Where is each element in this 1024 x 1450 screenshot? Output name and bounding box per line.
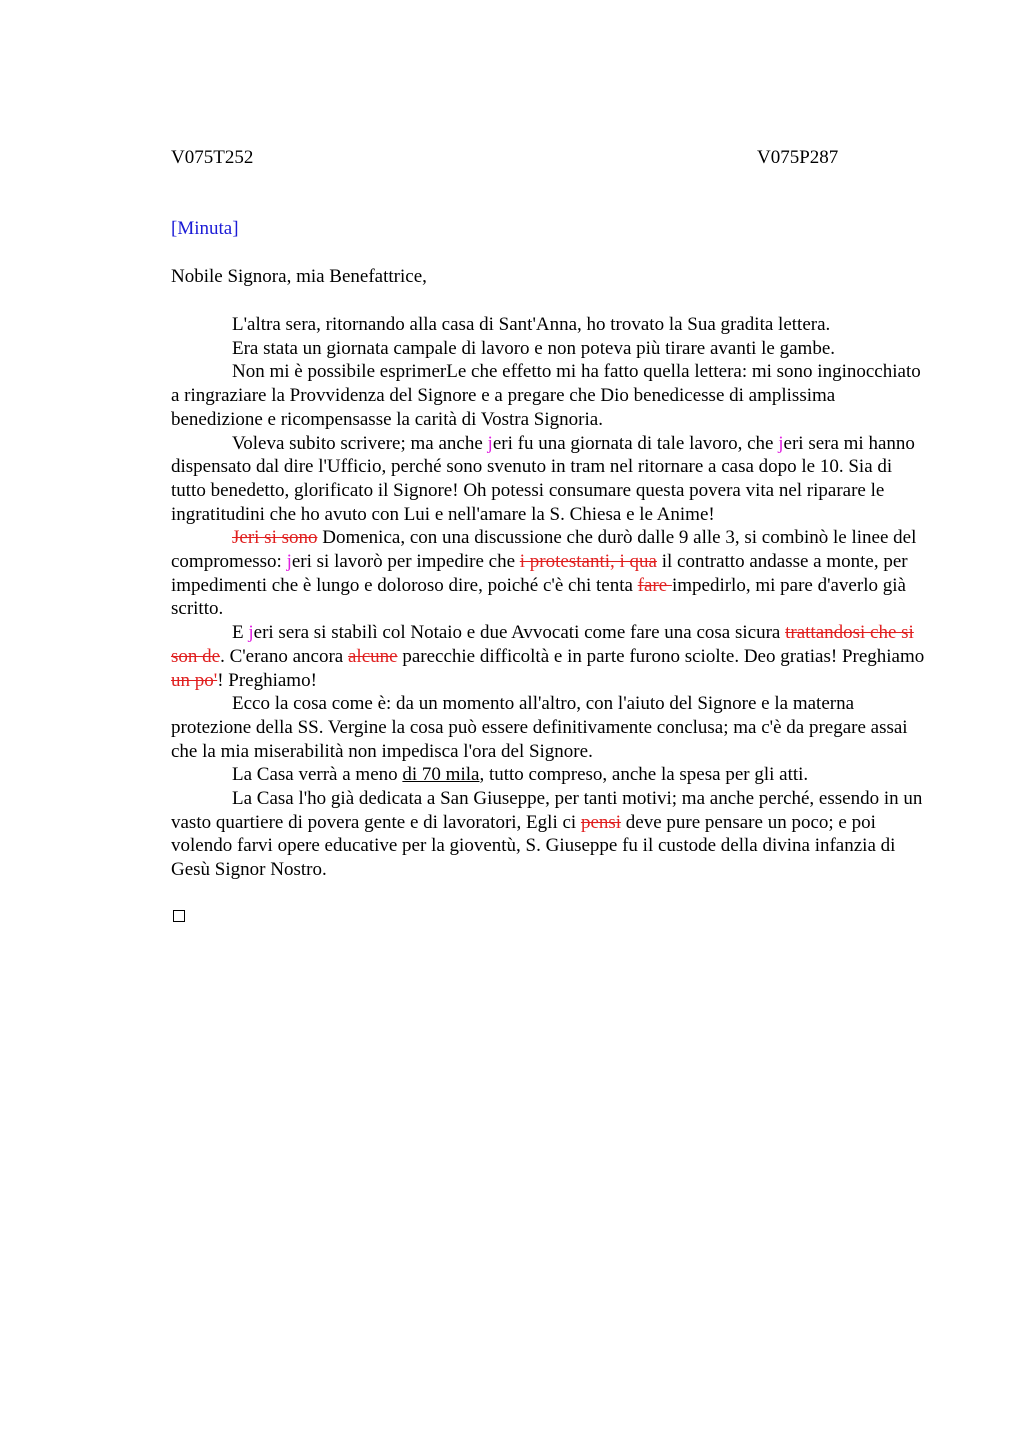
paragraph-4 [171,432,931,527]
text-run: eri si lavorò per impedire che [291,551,520,573]
text-run: La Casa verrà a meno [232,764,403,786]
insertion: j [286,551,292,573]
document-header [171,146,931,170]
text-run: E [232,622,249,644]
insertion: j [778,432,784,454]
text-run: Domenica, con una discussione che durò dalle 9 alle 3, si combinò le linee del compromesso: [171,527,917,573]
underlined-amount: di 70 mila [402,764,480,786]
insertion: j [248,622,254,644]
deletion: un po' [171,669,218,691]
paragraph-3 [171,360,931,431]
paragraph-2 [171,337,931,361]
text-run: . C'erano ancora [220,645,348,667]
text-run: eri fu una giornata di tale lavoro, che [492,432,779,454]
text-run: il contratto andasse a monte, per impedimenti che è lungo e doloroso dire, poiché c'è chi tenta [171,551,908,596]
text-run: parecchie difficoltà e in parte furono sciolte. Deo gratias! Preghiamo [397,645,925,667]
document-code-left: V075T252 [171,147,254,168]
paragraph-5 [171,526,931,621]
page-code-right: V075P287 [757,147,839,168]
salutation: Nobile Signora, mia Benefattrice, [171,266,427,287]
deletion: alcune [348,645,398,667]
text-run: ! Preghiamo! [217,669,317,691]
paragraph-9 [171,787,931,882]
insertion: j [487,432,493,454]
paragraph-8 [171,763,931,787]
text-run: L'altra sera, ritornando alla casa di Sant'Anna, ho trovato la Sua gradita lettera. [232,314,831,335]
paragraph-7 [171,692,931,763]
text-run: eri sera si stabilì col Notaio e due Avvocati come fare una cosa sicura [253,622,786,644]
letter-body [171,313,931,882]
deletion: Jeri si sono [232,527,318,549]
text-run: Non mi è possibile esprimerLe che effetto mi ha fatto quella lettera: mi sono inginocchiato a ringraziare la Provvidenza del Signore e a pregare che Dio benedicesse di amplissima benedizione e ricompensasse la carità di Vostra Signoria. [171,361,921,430]
document-page [171,146,931,881]
text-run: eri sera mi hanno dispensato dal dire l'Ufficio, perché sono svenuto in tram nel ritornare a casa dopo le 10. Sia di tutto benedetto, glorificato il Signore! Oh potessi consumare questa povera vita nel riparare le ingratitudini che ho avuto con Lui e nell'amare la S. Chiesa e le Anime! [171,432,915,525]
deletion: i protestanti, i qua [519,551,657,573]
minuta-label: [Minuta] [171,218,239,239]
paragraph-6 [171,621,931,692]
end-marker-box-icon [173,910,185,922]
text-run: deve pure pensare un poco; e poi volendo farvi opere educative per la gioventù, S. Giuseppe fu il custode della divina infanzia di Gesù Signor Nostro. [171,811,896,881]
deletion: pensi [580,811,622,833]
text-run: Voleva subito scrivere; ma anche [232,432,488,454]
text-run: Ecco la cosa come è: da un momento all'altro, con l'aiuto del Signore e la materna protezione della SS. Vergine la cosa può essere definitivamente conclusa; ma c'è da pregare assai che la mia miserabilità non impedisca l'ora del Signore. [171,693,908,762]
text-run: Era stata un giornata campale di lavoro e non poteva più tirare avanti le gambe. [232,337,836,359]
deletion: fare [637,574,672,596]
text-run: impedirlo, mi pare d'averlo già scritto. [171,574,906,620]
text-run: La Casa l'ho già dedicata a San Giuseppe, per tanti motivi; ma anche perché, essendo in un vasto quartiere di povera gente e di lavoratori, Egli ci [171,788,923,833]
text-run: , tutto compreso, anche la spesa per gli atti. [479,764,809,786]
deletion: trattandosi che si son de [171,622,914,667]
paragraph-1 [171,313,931,337]
